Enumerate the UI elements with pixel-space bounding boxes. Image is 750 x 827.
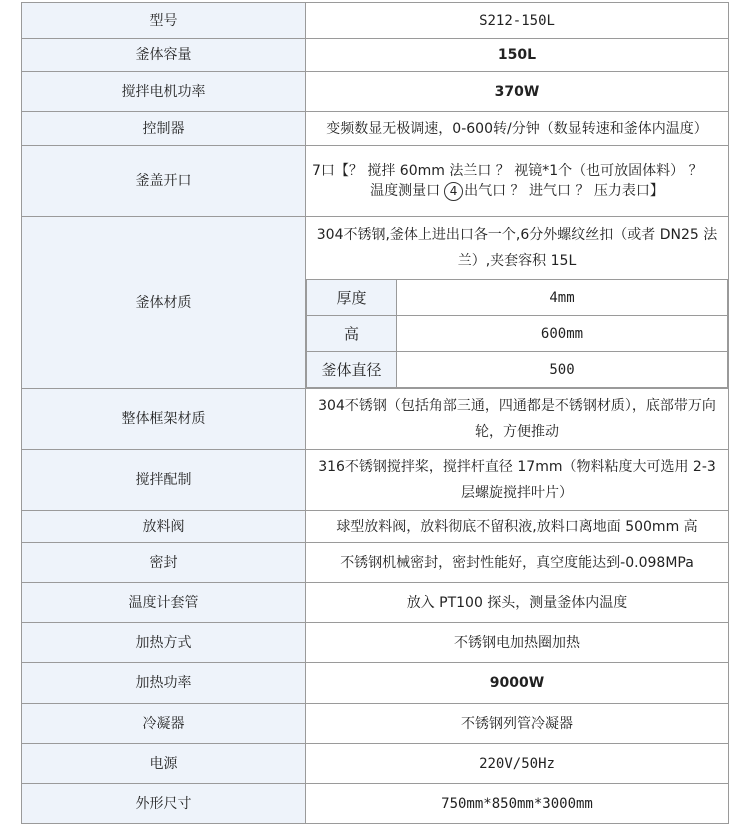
row-value-thermo-sleeve: 放入 PT100 探头，测量釜体内温度 [306, 583, 729, 623]
table-row [22, 112, 729, 146]
row-value-capacity: 150L [306, 39, 729, 72]
row-value-dimensions: 750mm*850mm*3000mm [306, 784, 729, 824]
row-value-condenser: 不锈钢列管冷凝器 [306, 704, 729, 744]
row-label-stirring: 搅拌配制 [22, 450, 306, 511]
row-value-frame-material: 304不锈钢（包括角部三通，四通都是不锈钢材质），底部带万向轮，方便推动 [306, 389, 729, 450]
row-label-discharge-valve: 放料阀 [22, 511, 306, 543]
row-value-model: S212-150L [306, 3, 729, 39]
table-row [22, 704, 729, 744]
sub-value-diameter: 500 [397, 352, 728, 388]
row-label-dimensions: 外形尺寸 [22, 784, 306, 824]
table-row [22, 623, 729, 663]
row-value-stirring: 316不锈钢搅拌桨，搅拌杆直径 17mm（物料粘度大可选用 2-3 层螺旋搅拌叶片） [306, 450, 729, 511]
circled-number-four-icon: 4 [444, 182, 463, 201]
row-label-seal: 密封 [22, 543, 306, 583]
sub-label-diameter: 釜体直径 [307, 352, 397, 388]
row-label-model: 型号 [22, 3, 306, 39]
row-value-discharge-valve: 球型放料阀，放料彻底不留积液,放料口离地面 500mm 高 [306, 511, 729, 543]
body-material-note: 304不锈钢,釜体上进出口各一个,6分外螺纹丝扣（或者 DN25 法兰）,夹套容积 15L [316, 227, 718, 269]
spec-table [21, 2, 729, 824]
sub-value-thickness: 4mm [397, 280, 728, 316]
row-value-heating-power: 9000W [306, 663, 729, 704]
row-label-power-supply: 电源 [22, 744, 306, 784]
row-label-lid-ports: 釜盖开口 [22, 146, 306, 217]
sub-label-thickness: 厚度 [307, 280, 397, 316]
table-row [22, 389, 729, 450]
sub-value-height: 600mm [397, 316, 728, 352]
table-row [22, 146, 729, 217]
lid-ports-rest: 出气口 ？ 进气口 ？ 压力表口】 [464, 183, 664, 199]
table-row [22, 744, 729, 784]
row-value-motor-power: 370W [306, 72, 729, 112]
table-row [22, 583, 729, 623]
row-value-body-material [306, 217, 729, 389]
row-label-heating-method: 加热方式 [22, 623, 306, 663]
subtable-row [307, 316, 728, 352]
table-row [22, 543, 729, 583]
subtable-row [307, 352, 728, 388]
row-label-thermo-sleeve: 温度计套管 [22, 583, 306, 623]
body-material-subtable [306, 279, 728, 388]
sub-label-height: 高 [307, 316, 397, 352]
subtable-row [307, 280, 728, 316]
table-row [22, 72, 729, 112]
row-label-controller: 控制器 [22, 112, 306, 146]
row-value-power-supply: 220V/50Hz [306, 744, 729, 784]
table-row [22, 784, 729, 824]
table-row [22, 217, 729, 389]
row-value-heating-method: 不锈钢电加热圈加热 [306, 623, 729, 663]
table-row [22, 3, 729, 39]
row-label-body-material: 釜体材质 [22, 217, 306, 389]
row-label-capacity: 釜体容量 [22, 39, 306, 72]
row-value-controller: 变频数显无极调速，0-600转/分钟（数显转速和釜体内温度） [306, 112, 729, 146]
lid-ports-line1: 7口【？ 搅拌 60mm 法兰口 ？ 视镜*1个（也可放固体料） ？ [312, 163, 703, 179]
row-label-condenser: 冷凝器 [22, 704, 306, 744]
lid-ports-line2 [312, 181, 722, 201]
row-label-motor-power: 搅拌电机功率 [22, 72, 306, 112]
table-row [22, 39, 729, 72]
table-row [22, 450, 729, 511]
row-label-heating-power: 加热功率 [22, 663, 306, 704]
table-row [22, 511, 729, 543]
table-row [22, 663, 729, 704]
row-value-seal: 不锈钢机械密封，密封性能好，真空度能达到-0.098MPa [306, 543, 729, 583]
lid-ports-temp-port: 温度测量口 [370, 183, 441, 199]
row-value-lid-ports [306, 146, 729, 217]
row-label-frame-material: 整体框架材质 [22, 389, 306, 450]
